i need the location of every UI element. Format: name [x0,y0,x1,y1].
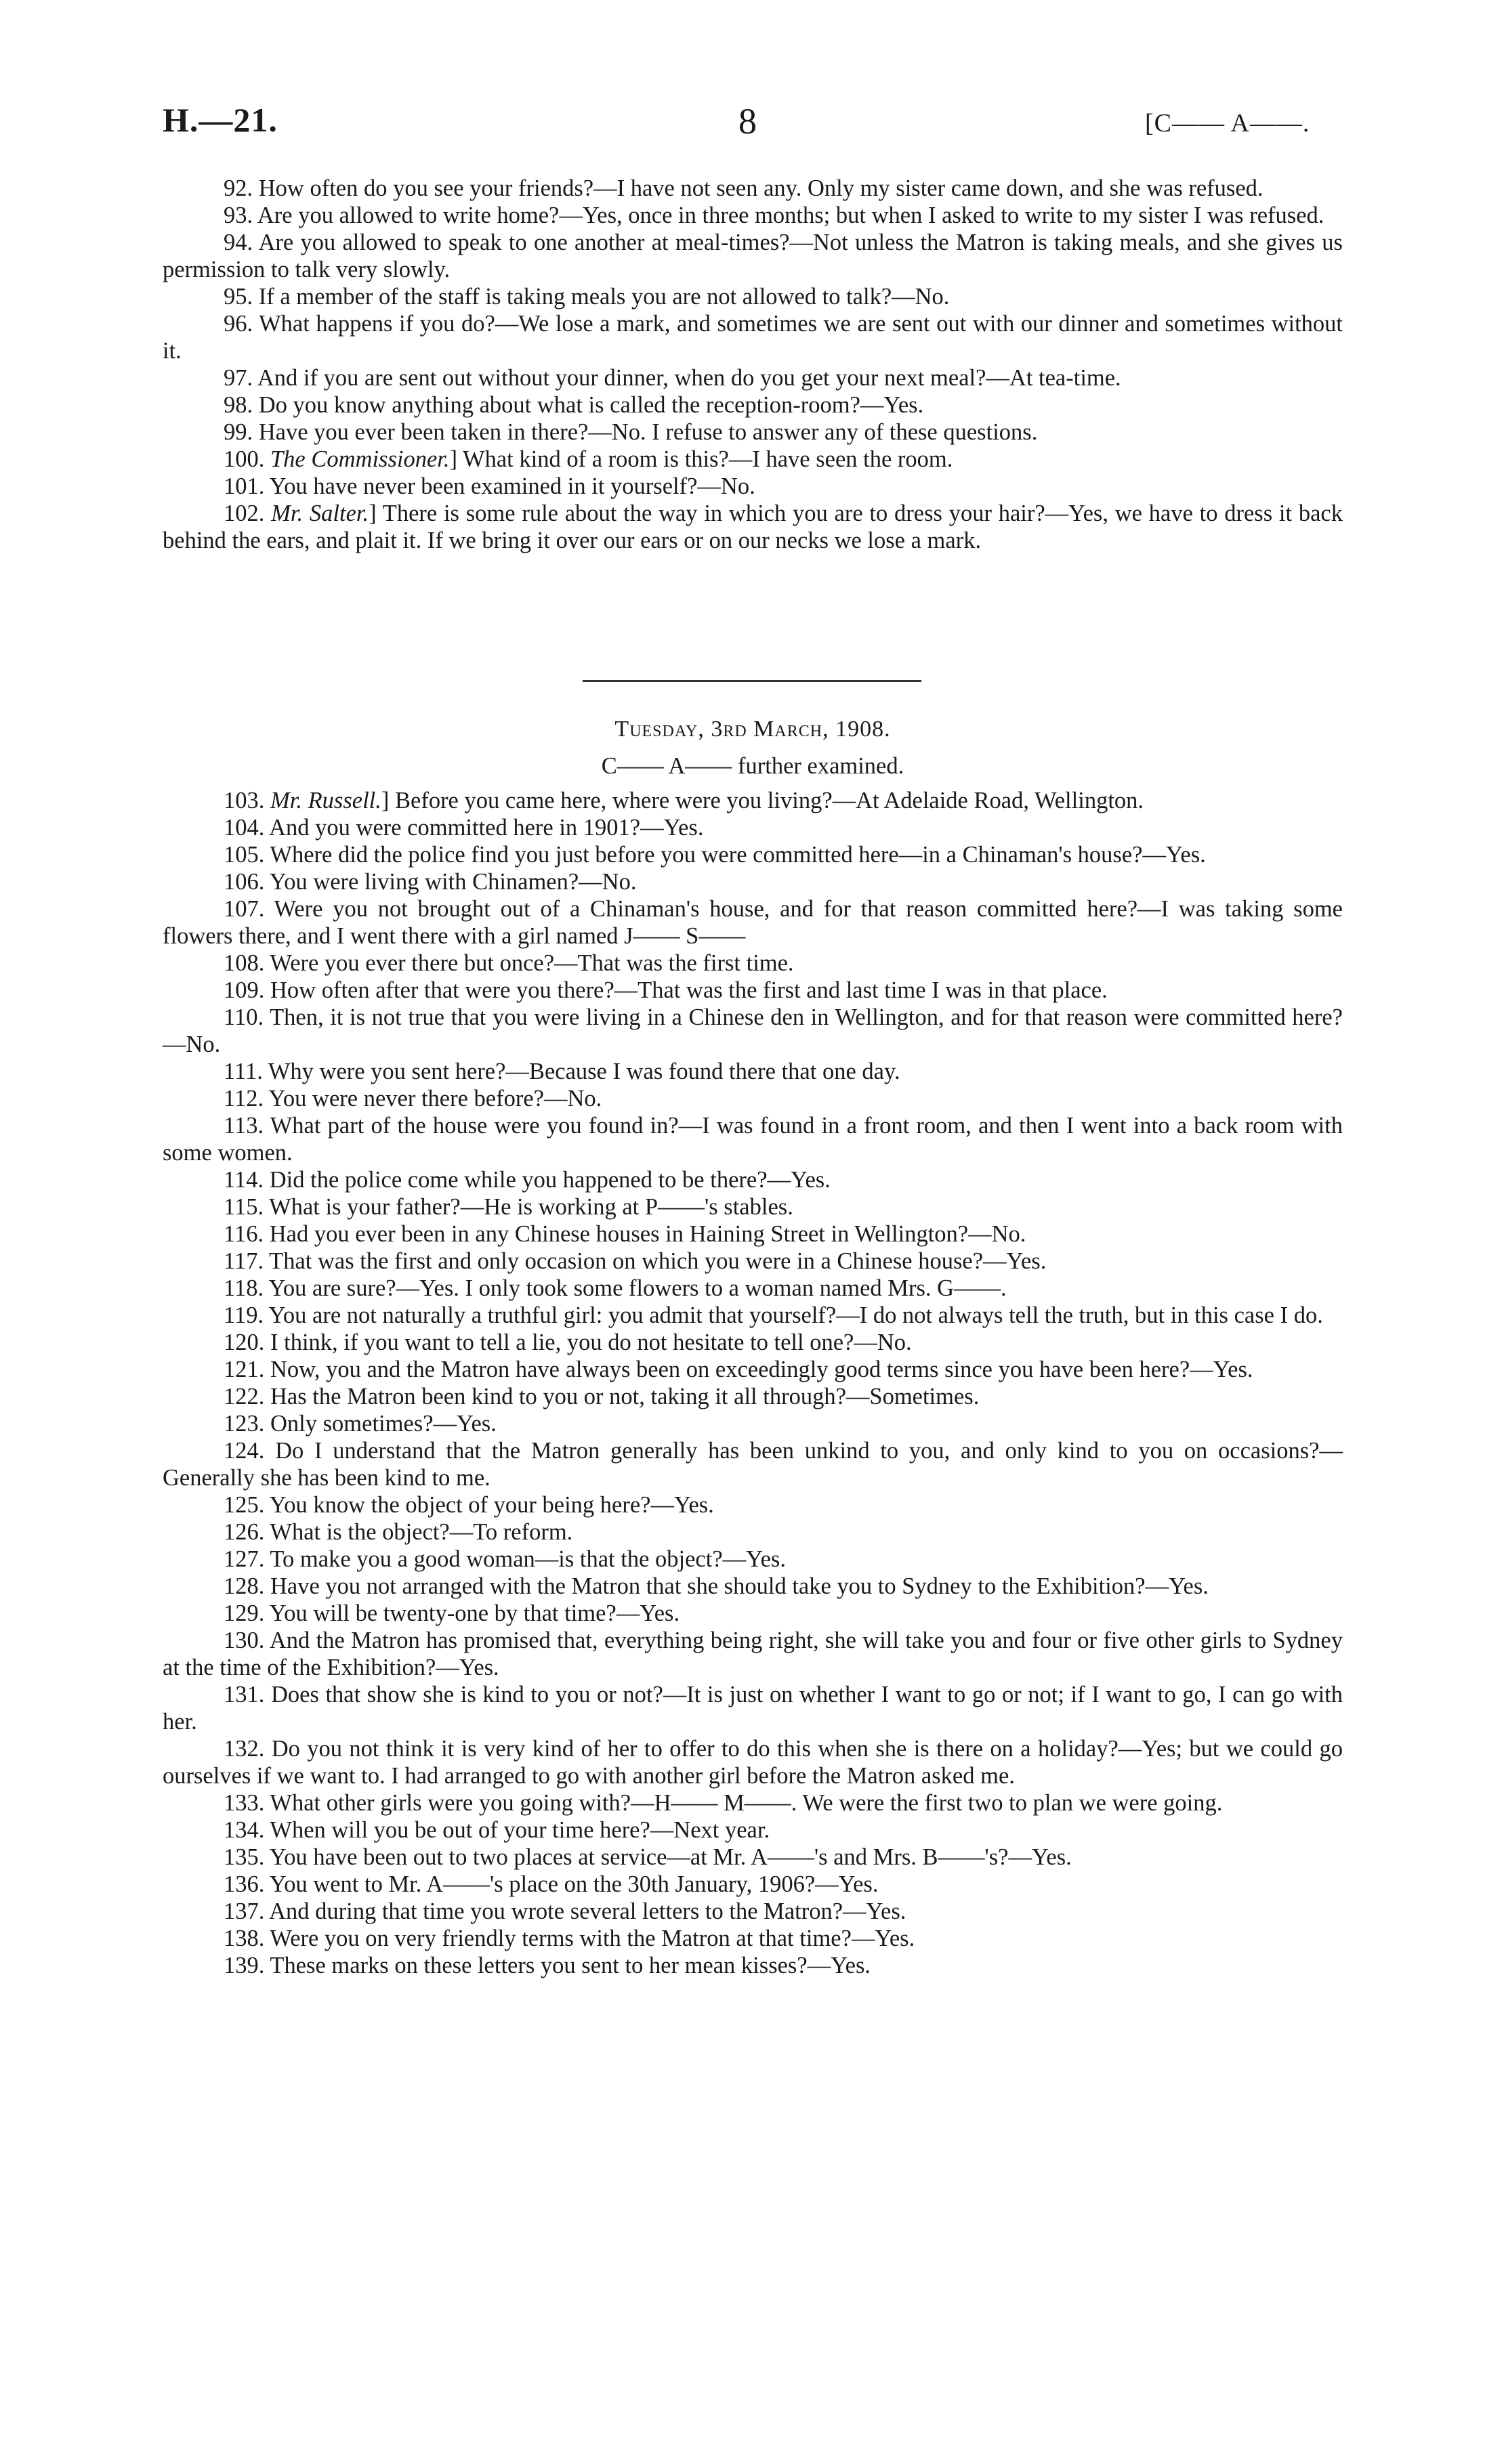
question-text: Where did the police find you just before you were committed here—in a Chinaman's house?—Yes. [270,842,1206,868]
question-text: Were you not brought out of a Chinaman's house, and for that reason committed here?—I was taking some flowers there, and I went there with a girl named J—— S—— [163,896,1343,949]
question-paragraph [163,364,1343,391]
question-paragraph [163,1220,1343,1248]
question-number: 101. [224,473,265,499]
question-paragraph [163,1383,1343,1410]
examination-subheading: C—— A—— further examined. [601,753,904,779]
question-number: 122. [224,1384,265,1409]
question-text: Did the police come while you happened to be there?—Yes. [269,1167,831,1193]
question-paragraph [163,1410,1343,1437]
question-text: Then, it is not true that you were living in a Chinese den in Wellington, and for that reason were committed here?—No. [163,1004,1343,1057]
question-text: Have you ever been taken in there?—No. I refuse to answer any of these questions. [258,419,1038,445]
question-paragraph [163,419,1343,446]
question-paragraph [163,1193,1343,1220]
question-text: Now, you and the Matron have always been on exceedingly good terms since you have been here?—Yes. [270,1357,1253,1382]
question-number: 97. [224,365,253,391]
question-text: You will be twenty-one by that time?—Yes. [269,1600,680,1626]
question-paragraph [163,1302,1343,1329]
question-number: 127. [224,1546,265,1572]
question-text: Do you know anything about what is called the reception-room?—Yes. [258,392,924,418]
question-number: 126. [224,1519,265,1545]
question-number: 123. [224,1411,265,1437]
question-number: 133. [224,1790,265,1816]
question-paragraph [163,895,1343,950]
question-paragraph: 102. Mr. Salter.] There is some rule about the way in which you are to dress your hair?—Yes, we have to dress it back behind the ears, and plait it. If we bring it over our ears or on our necks we lose a mark. [163,501,1343,553]
question-paragraph [163,283,1343,310]
question-text: I think, if you want to tell a lie, you do not hesitate to tell one?—No. [270,1330,912,1355]
speaker-name: The Commissioner. [270,446,450,472]
question-paragraph [163,1437,1343,1491]
question-text: Has the Matron been kind to you or not, taking it all through?—Sometimes. [270,1384,980,1409]
question-number: 98. [224,392,253,418]
witness-label: [C—— A——. [1145,109,1310,137]
question-number: 120. [224,1330,265,1355]
question-text: You have never been examined in it yourself?—No. [269,473,755,499]
question-paragraph [163,1735,1343,1789]
question-number: 106. [224,869,265,895]
question-number: 138. [224,1926,265,1951]
question-paragraph [163,1546,1343,1573]
page-number: 8 [738,101,757,142]
question-text: How often after that were you there?—That was the first and last time I was in that place. [270,977,1108,1003]
question-text: And during that time you wrote several letters to the Matron?—Yes. [269,1898,906,1924]
question-text: Only sometimes?—Yes. [270,1411,497,1437]
question-number: 92. [224,175,253,201]
section-divider [583,680,921,682]
question-text: You have been out to two places at service—at Mr. A——'s and Mrs. B——'s?—Yes. [269,1844,1072,1870]
question-paragraph [163,1085,1343,1112]
question-paragraph [163,1817,1343,1844]
question-number: 93. [224,203,253,228]
question-number: 116. [224,1221,264,1247]
question-number: 121. [224,1357,265,1382]
question-paragraph [163,1600,1343,1627]
question-number: 117. [224,1248,264,1274]
question-number: 119. [224,1302,264,1328]
question-number: 112. [224,1086,264,1111]
question-number: 132. [224,1736,265,1762]
testimony-section-2 [163,787,1343,1979]
question-text: You went to Mr. A——'s place on the 30th January, 1906?—Yes. [269,1871,879,1897]
question-paragraph [163,1871,1343,1898]
question-text: Were you on very friendly terms with the Matron at that time?—Yes. [270,1926,915,1951]
question-text: Have you not arranged with the Matron that she should take you to Sydney to the Exhibition?—Yes. [270,1573,1209,1599]
question-text: And the Matron has promised that, everything being right, she will take you and four or five other girls to Sydney at the time of the Exhibition?—Yes. [163,1628,1343,1680]
question-paragraph [163,1058,1343,1085]
question-paragraph [163,1248,1343,1275]
question-text: To make you a good woman—is that the object?—Yes. [270,1546,786,1572]
question-number: 129. [224,1600,265,1626]
question-text: And if you are sent out without your dinner, when do you get your next meal?—At tea-time. [257,365,1121,391]
question-text: What happens if you do?—We lose a mark, and sometimes we are sent out with our dinner and sometimes without it. [163,311,1343,364]
question-paragraph [163,1573,1343,1600]
question-number: 115. [224,1194,264,1220]
question-paragraph [163,391,1343,419]
question-number: 96. [224,311,253,337]
question-number: 124. [224,1438,265,1464]
question-text: You were living with Chinamen?—No. [269,869,637,895]
question-paragraph [163,1627,1343,1681]
question-paragraph [163,1275,1343,1302]
question-number: 107. [224,896,265,922]
document-reference: H.—21. [163,101,278,139]
question-paragraph [163,1518,1343,1546]
question-paragraph [163,202,1343,229]
question-text: What kind of a room is this?—I have seen the room. [463,446,953,472]
question-text: That was the first and only occasion on which you were in a Chinese house?—Yes. [269,1248,1047,1274]
question-number: 125. [224,1492,265,1518]
question-paragraph [163,473,1343,500]
question-number: 95. [224,284,253,310]
question-text: These marks on these letters you sent to her mean kisses?—Yes. [270,1953,871,1978]
question-text: Before you came here, where were you living?—At Adelaide Road, Wellington. [395,788,1144,813]
question-paragraph [163,1112,1343,1166]
question-number: 134. [224,1817,265,1843]
question-paragraph [163,1925,1343,1952]
question-text: If a member of the staff is taking meals you are not allowed to talk?—No. [258,284,950,310]
question-text: Does that show she is kind to you or not?—It is just on whether I want to go or not; if I want to go, I can go with her. [163,1682,1343,1735]
question-text: You know the object of your being here?—Yes. [269,1492,714,1518]
question-paragraph [163,814,1343,841]
question-paragraph [163,1329,1343,1356]
question-text: Why were you sent here?—Because I was found there that one day. [268,1059,900,1084]
question-text: What is the object?—To reform. [270,1519,573,1545]
date-heading: Tuesday, 3rd March, 1908. [614,717,891,742]
question-number: 94. [224,230,253,255]
question-paragraph [163,1898,1343,1925]
question-text: And you were committed here in 1901?—Yes. [269,815,704,841]
question-text: Were you ever there but once?—That was the first time. [270,950,794,976]
question-number: 135. [224,1844,265,1870]
question-number: 114. [224,1167,264,1193]
question-number: 130. [224,1628,265,1653]
question-text: Are you allowed to speak to one another at meal-times?—Not unless the Matron is taking meals, and she gives us permission to talk very slowly. [163,230,1343,282]
question-paragraph [163,1681,1343,1735]
question-text: What is your father?—He is working at P——'s stables. [269,1194,793,1220]
question-text: Are you allowed to write home?—Yes, once in three months; but when I asked to write to my sister I was refused. [257,203,1324,228]
question-number: 109. [224,977,265,1003]
question-number: 131. [224,1682,265,1707]
question-number: 111. [224,1059,263,1084]
question-text: What part of the house were you found in?—I was found in a front room, and then I went into a back room with some women. [163,1113,1343,1166]
question-number: 100. [224,446,265,472]
question-number: 137. [224,1898,265,1924]
question-text: Do I understand that the Matron generally has been unkind to you, and only kind to you on occasions?—Generally she has been kind to me. [163,1438,1343,1491]
question-paragraph [163,1844,1343,1871]
question-paragraph [163,175,1343,202]
question-text: What other girls were you going with?—H—— M——. We were the first two to plan we were going. [270,1790,1223,1816]
question-number: 103. [224,788,265,813]
question-text: When will you be out of your time here?—Next year. [270,1817,770,1843]
question-number: 105. [224,842,265,868]
question-paragraph [163,1166,1343,1193]
question-paragraph [163,1356,1343,1383]
question-number: 128. [224,1573,265,1599]
question-paragraph [163,1491,1343,1518]
question-paragraph [163,1789,1343,1817]
question-number: 108. [224,950,265,976]
question-paragraph [163,841,1343,868]
question-text: You are not naturally a truthful girl: you admit that yourself?—I do not always tell the truth, but in this case I do. [268,1302,1323,1328]
question-paragraph [163,868,1343,895]
question-number: 104. [224,815,265,841]
question-number: 110. [224,1004,264,1030]
question-paragraph: 100. The Commissioner.] What kind of a room is this?—I have seen the room. [224,446,953,472]
question-number: 102. [224,501,265,526]
question-number: 118. [224,1275,264,1301]
question-number: 136. [224,1871,265,1897]
speaker-name: Mr. Salter. [271,501,369,526]
question-number: 139. [224,1953,265,1978]
question-paragraph [163,1952,1343,1979]
question-text: You were never there before?—No. [268,1086,602,1111]
question-paragraph [163,977,1343,1004]
question-text: Had you ever been in any Chinese houses in Haining Street in Wellington?—No. [269,1221,1026,1247]
question-number: 113. [224,1113,264,1139]
question-number: 99. [224,419,253,445]
question-paragraph [163,950,1343,977]
question-text: You are sure?—Yes. I only took some flowers to a woman named Mrs. G——. [268,1275,1007,1301]
question-paragraph [163,229,1343,283]
testimony-section-1 [163,175,1343,554]
question-paragraph [163,310,1343,364]
question-text: There is some rule about the way in which you are to dress your hair?—Yes, we have to dress it back behind the ears, and plait it. If we bring it over our ears or on our necks we lose a mark. [163,501,1343,553]
question-paragraph [163,1004,1343,1058]
speaker-name: Mr. Russell. [270,788,381,813]
question-paragraph: 103. Mr. Russell.] Before you came here, where were you living?—At Adelaide Road, Wellington. [224,788,1144,813]
question-text: Do you not think it is very kind of her to offer to do this when she is there on a holiday?—Yes; but we could go ourselves if we want to. I had arranged to go with another girl before the Matron asked me. [163,1736,1343,1789]
question-text: How often do you see your friends?—I have not seen any. Only my sister came down, and she was refused. [258,175,1263,201]
